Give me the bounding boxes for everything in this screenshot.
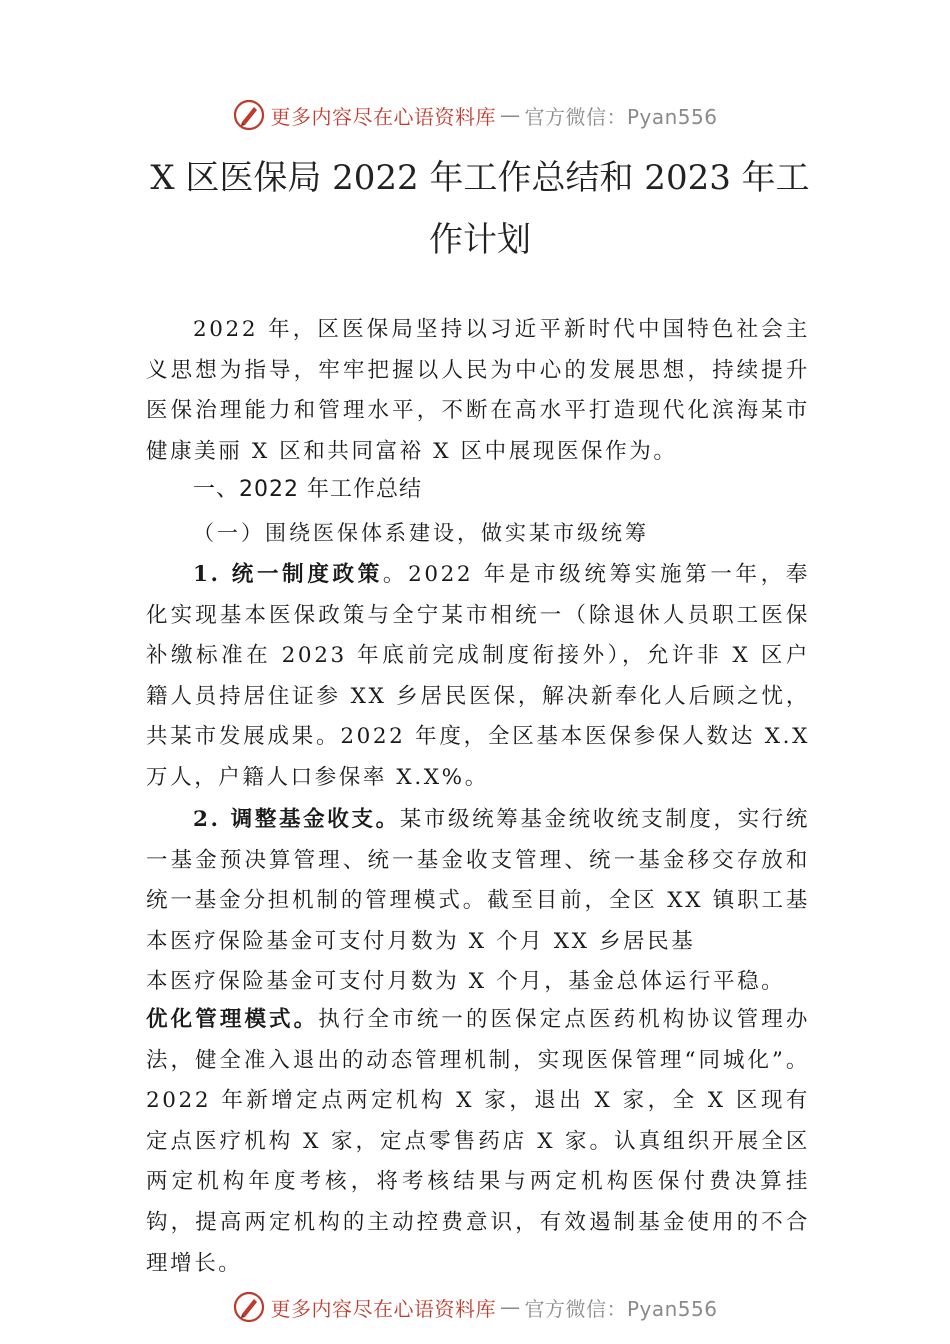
document-title-line2: 作计划 [429,220,531,260]
item2-label: 2. 调整基金收支。 [193,807,400,832]
pen-logo-icon [232,1290,266,1324]
intro-paragraph: 2022 年，区医保局坚持以习近平新时代中国特色社会主义思想为指导，牢牢把握以人民为中心的发展思想，持续提升医保治理能力和管理水平，不断在高水平打造现代化滨海某市健康美丽 X 区和共同富裕 X 区中展现医保作为。 [146,317,810,464]
watermark-separator: — [499,1295,521,1319]
watermark-header [0,98,950,132]
watermark-red-text: 更多内容尽在心语资料库 [270,104,496,129]
watermark-separator: — [499,103,521,127]
item2-tail-line: 本医疗保险基金可支付月数为 X 个月，基金总体运行平稳。 [146,969,786,994]
item1-text: 。2022 年是市级统筹实施第一年，奉化实现基本医保政策与全宁某市相统一（除退休人员职工医保补缴标准在 2023 年底前完成制度衔接外），允许非 X 区户籍人员持居住证参 XX 乡居民医保，解决新奉化人后顾之忧，共某市发展成果。2022 年度，全区基本医保参保人数达 X.X 万人，户籍人口参保率 X.X%。 [146,562,810,790]
item2-text: 某市级统筹基金统收统支制度，实行统一基金预决算管理、统一基金收支管理、统一基金移交存放和统一基金分担机制的管理模式。截至目前，全区 XX 镇职工基本医疗保险基金可支付月数为 X 个月 XX 乡居民基 [146,807,810,954]
subsection1-heading: （一）围绕医保体系建设，做实某市级统筹 [193,521,649,545]
section1-heading: 一、2022 年工作总结 [193,477,422,502]
watermark-gray-text: 官方微信：Pyan556 [524,1296,718,1321]
item3-paragraph [146,1000,810,1284]
watermark-gray-text: 官方微信：Pyan556 [524,104,718,129]
document-title-line1: X 区医保局 2022 年工作总结和 2023 年工 [150,158,810,198]
item3-text: 执行全市统一的医保定点医药机构协议管理办法，健全准入退出的动态管理机制，实现医保管理“同城化”。2022 年新增定点两定机构 X 家，退出 X 家，全 X 区现有定点医疗机构 X 家，定点零售药店 X 家。认真组织开展全区两定机构年度考核，将考核结果与两定机构医保付费决算挂钩，提高两定机构的主动控费意识，有效遏制基金使用的不合理增长。 [146,1007,810,1276]
pen-logo-icon [232,98,266,132]
item3-label: 优化管理模式。 [146,1007,319,1032]
item1-paragraph [146,555,810,799]
watermark-footer [0,1290,950,1324]
watermark-red-text: 更多内容尽在心语资料库 [270,1296,496,1321]
item1-label: 1. 统一制度政策 [193,562,383,587]
item2-paragraph [146,800,810,962]
